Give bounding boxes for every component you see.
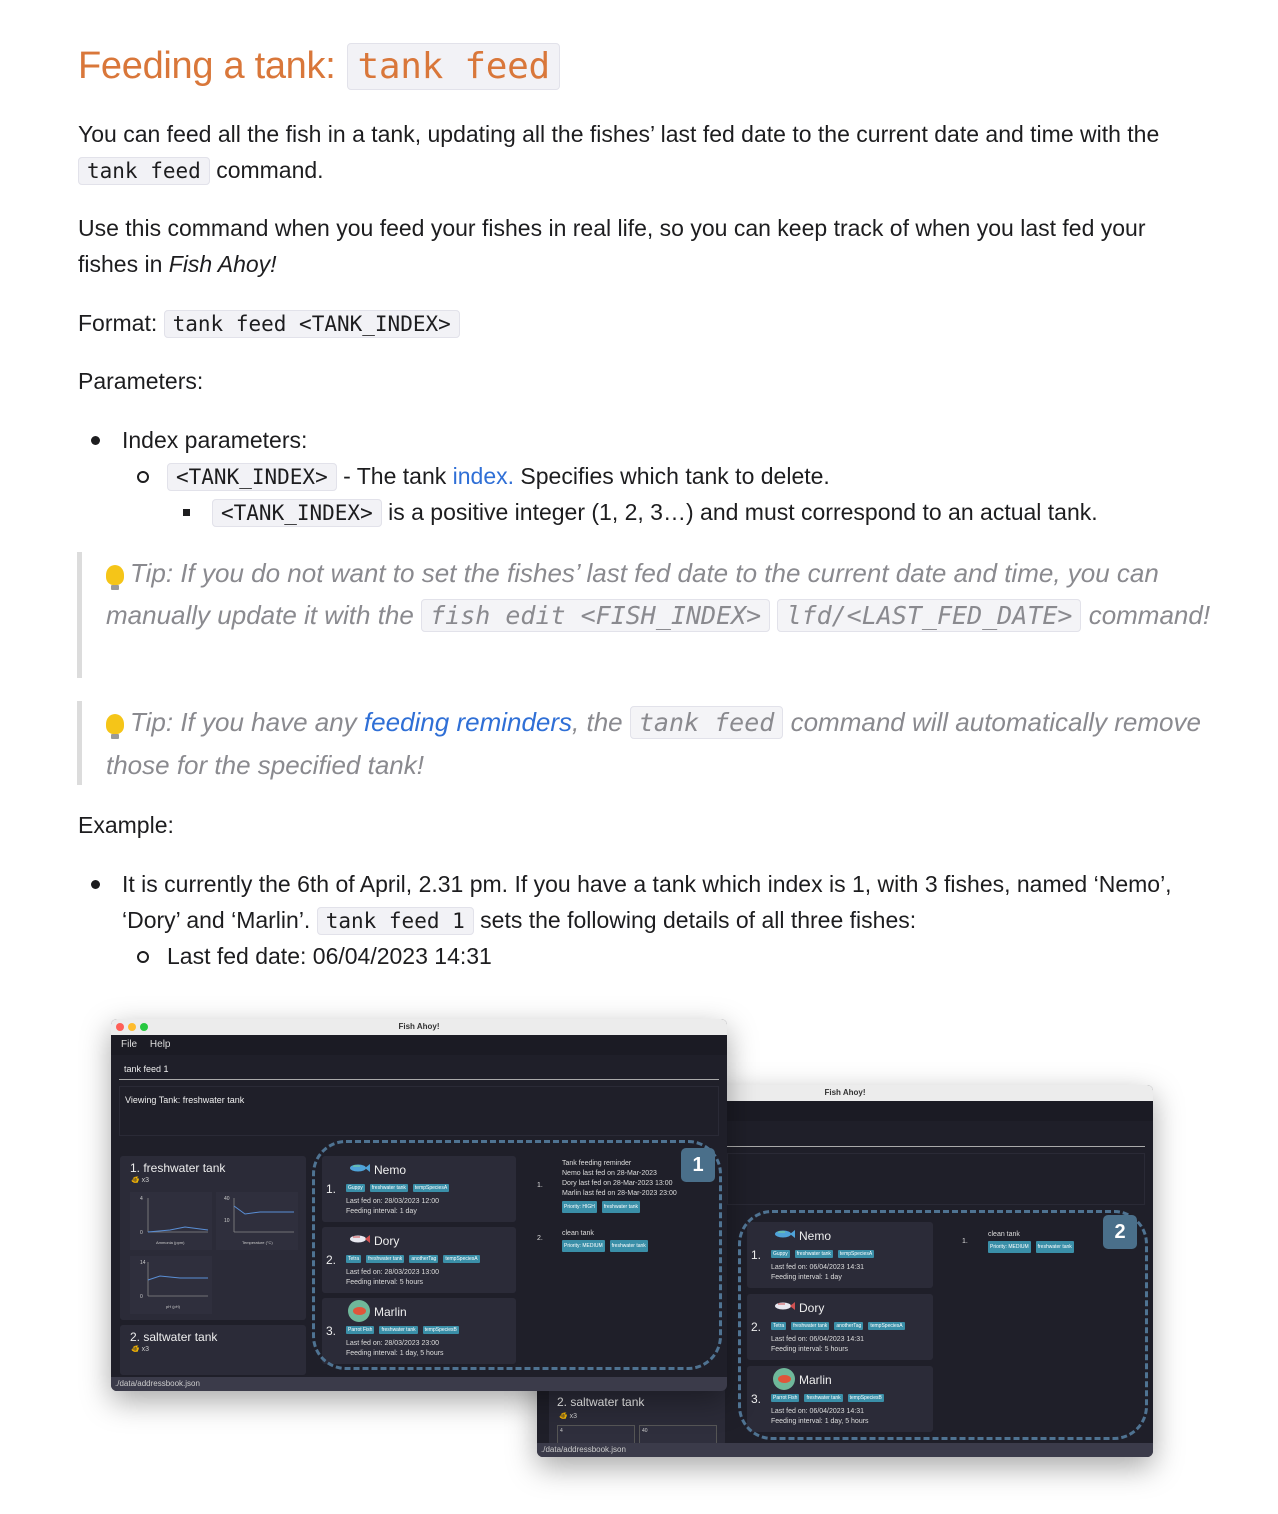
tip1-text: Tip: If you do not want to set the fishes’ last fed date to the current date and time, you can manually update it with the (106, 558, 1159, 630)
format-line (78, 305, 1198, 342)
example-code: tank feed 1 (317, 907, 474, 935)
y-tick: 0 (140, 1294, 143, 1300)
tag: tempSpeciesA (414, 1185, 448, 1191)
bullet-circle (137, 951, 149, 963)
tag: Tetra (773, 1323, 785, 1329)
reminder-index: 1. (962, 1238, 968, 1245)
bullet-dot (91, 880, 100, 889)
status-footer: ./data/addressbook.json (111, 1377, 727, 1391)
feeding-interval: Feeding interval: 1 day, 5 hours (346, 1350, 444, 1357)
tag: tempSpeciesB (849, 1395, 882, 1401)
status-footer: ./data/addressbook.json (537, 1443, 1153, 1457)
tip1-text-end: command! (1088, 600, 1211, 630)
tip2-text-mid: , the (572, 707, 623, 737)
example-text-end: sets the following details of all three fishes: (480, 907, 917, 933)
lightbulb-icon (106, 565, 124, 585)
tag: Tetra (348, 1256, 360, 1262)
y-tick: 0 (140, 1230, 143, 1236)
y-tick: 10 (224, 1218, 230, 1224)
callout-badge-2: 2 (1103, 1215, 1137, 1249)
tag: freshwater tank (610, 1240, 648, 1252)
tag: Guppy (773, 1251, 788, 1257)
detail-text: is a positive integer (1, 2, 3…) and must correspond to an actual tank. (388, 499, 1098, 525)
param-detail (212, 494, 1098, 531)
tag: Priority: MEDIUM (988, 1241, 1031, 1253)
tag: tempSpeciesA (870, 1323, 903, 1329)
tag: tempSpeciesA (445, 1256, 478, 1262)
last-fed: Last fed on: 06/04/2023 14:31 (771, 1264, 865, 1271)
menubar (111, 1035, 727, 1055)
last-fed: Last fed on: 28/03/2023 12:00 (346, 1198, 440, 1205)
minimize-button[interactable] (128, 1023, 136, 1031)
menu-help[interactable]: Help (149, 1039, 171, 1050)
tank-card-saltwater[interactable] (120, 1325, 306, 1375)
fish-count: 🐠 x3 (131, 1346, 150, 1353)
tag: freshwater tank (602, 1201, 640, 1213)
feeding-interval: Feeding interval: 5 hours (771, 1346, 849, 1353)
highlight-outline-2 (738, 1210, 1148, 1440)
last-fed: Last fed on: 06/04/2023 14:31 (771, 1336, 865, 1343)
fish-count: 🐠 x3 (559, 1413, 578, 1420)
heading-text: Feeding a tank: (78, 44, 336, 87)
tip-box-manual-update (77, 552, 1216, 678)
result-box (727, 1153, 1145, 1205)
usage-paragraph (78, 210, 1198, 282)
tank-index-code: <TANK_INDEX> (167, 463, 337, 491)
feeding-interval: Feeding interval: 5 hours (346, 1279, 424, 1286)
bullet-square (183, 509, 190, 516)
y-tick: 14 (140, 1260, 146, 1266)
tip2-text: Tip: If you have any (130, 707, 357, 737)
fish-name: Dory (374, 1234, 400, 1248)
reminder-index: 1. (537, 1182, 543, 1189)
reminder-index: 2. (537, 1235, 543, 1242)
intro-text-end: command. (216, 157, 324, 183)
tag: freshwater tank (1036, 1241, 1074, 1253)
tank-name: 2. saltwater tank (130, 1330, 218, 1344)
callout-badge-1: 1 (681, 1148, 715, 1182)
fish-index: 2. (326, 1253, 337, 1267)
reminder-title: Tank feeding reminder (562, 1160, 632, 1167)
highlight-outline-1 (312, 1140, 722, 1370)
fish-index: 1. (751, 1248, 762, 1262)
result-display: Viewing Tank: freshwater tank (119, 1086, 719, 1136)
fish-name: Dory (799, 1301, 825, 1315)
detail-code: <TANK_INDEX> (212, 499, 382, 527)
tag: freshwater tank (371, 1185, 406, 1191)
reminder-line: Dory last fed on 28-Mar-2023 13:00 (562, 1180, 673, 1187)
window-title: Fish Ahoy! (824, 1088, 866, 1097)
format-label: Format: (78, 310, 158, 336)
tag: anotherTag (411, 1256, 437, 1262)
param-tank-index (167, 458, 830, 495)
tag: freshwater tank (368, 1256, 403, 1262)
tank-card-saltwater[interactable] (549, 1385, 725, 1445)
bullet-dot (91, 436, 100, 445)
fish-name: Marlin (799, 1373, 832, 1387)
close-button[interactable] (116, 1023, 124, 1031)
y-tick: 4 (560, 1428, 563, 1434)
example-label: Example: (78, 812, 174, 838)
format-code: tank feed <TANK_INDEX> (164, 310, 460, 338)
usage-text: Use this command when you feed your fishes in real life, so you can keep track of when you last fed your fishes in (78, 215, 1146, 277)
fish-name: Nemo (374, 1163, 407, 1177)
tank-name: 2. saltwater tank (557, 1395, 645, 1409)
heading-code: tank feed (347, 43, 559, 90)
reminder-title: clean tank (562, 1230, 594, 1237)
example-text (122, 866, 1202, 939)
chart-label: Temperature (°C) (242, 1240, 273, 1245)
tank-name: 1. freshwater tank (130, 1161, 226, 1175)
tag: anotherTag (836, 1323, 862, 1329)
section-heading (78, 40, 1208, 92)
bullet-circle (137, 471, 149, 483)
tank-charts (130, 1192, 306, 1318)
intro-paragraph (78, 116, 1198, 189)
tip2-text-end: command will automatically remove those for the specified tank! (106, 707, 1201, 780)
intro-text: You can feed all the fish in a tank, updating all the fishes’ last fed date to the current date and time with the (78, 121, 1160, 147)
tank-index-pre: - The tank (343, 463, 447, 489)
tag: freshwater tank (381, 1327, 416, 1333)
reminder-title: clean tank (988, 1231, 1020, 1238)
chart-label: pH (pH) (166, 1304, 181, 1309)
tag: freshwater tank (806, 1395, 841, 1401)
chart-label: Ammonia (ppm) (156, 1240, 185, 1245)
y-tick: 40 (642, 1428, 648, 1434)
window-title: Fish Ahoy! (398, 1022, 440, 1031)
fish-index: 3. (751, 1392, 762, 1406)
fish-index: 3. (326, 1324, 337, 1338)
fish-name: Nemo (799, 1229, 832, 1243)
tip2-code: tank feed (630, 706, 783, 739)
fish-count: 🐠 x3 (131, 1177, 150, 1184)
feeding-interval: Feeding interval: 1 day (771, 1274, 842, 1281)
tag: Parrot Fish (773, 1395, 798, 1401)
feeding-interval: Feeding interval: 1 day (346, 1208, 417, 1215)
last-fed: Last fed on: 28/03/2023 23:00 (346, 1340, 440, 1347)
tip-box-reminders (77, 701, 1216, 785)
index-link[interactable]: index. (452, 463, 515, 489)
command-box[interactable] (727, 1126, 1145, 1147)
fish-name: Marlin (374, 1305, 407, 1319)
tag: tempSpeciesA (839, 1251, 873, 1257)
example-sub: Last fed date: 06/04/2023 14:31 (167, 943, 492, 969)
tip1-code-fish-edit: fish edit <FISH_INDEX> (421, 599, 770, 632)
reminder-line: Marlin last fed on 28-Mar-2023 23:00 (562, 1190, 677, 1197)
doc-section (78, 40, 1208, 92)
last-fed: Last fed on: 06/04/2023 14:31 (771, 1408, 865, 1415)
menu-file[interactable]: File (121, 1039, 138, 1050)
tag: Priority: MEDIUM (562, 1240, 605, 1252)
fish-index: 1. (326, 1182, 337, 1196)
last-fed: Last fed on: 28/03/2023 13:00 (346, 1269, 440, 1276)
parameters-label: Parameters: (78, 368, 204, 394)
window-titlebar (111, 1019, 727, 1035)
lightbulb-icon (106, 714, 124, 734)
y-tick: 40 (224, 1196, 230, 1202)
tag: freshwater tank (796, 1251, 831, 1257)
zoom-button[interactable] (140, 1023, 148, 1031)
command-input[interactable]: tank feed 1 (119, 1059, 719, 1080)
tank-index-post: Specifies which tank to delete. (520, 463, 830, 489)
y-tick: 4 (140, 1196, 143, 1202)
tag: freshwater tank (793, 1323, 828, 1329)
feeding-interval: Feeding interval: 1 day, 5 hours (771, 1418, 869, 1425)
reminder-line: Nemo last fed on 28-Mar-2023 (562, 1170, 657, 1177)
feeding-reminders-link[interactable]: feeding reminders (363, 707, 573, 737)
tip1-code-lfd: lfd/<LAST_FED_DATE> (777, 599, 1081, 632)
intro-code: tank feed (78, 157, 210, 185)
tag: Guppy (348, 1185, 363, 1191)
tank-card-freshwater[interactable] (120, 1156, 306, 1320)
example-text-start: It is currently the 6th of April, 2.31 pm. If you have a tank which index is 1, with 3 fishes, named ‘Nemo’, ‘Dory’ and ‘Marlin’. (122, 871, 1172, 933)
app-name: Fish Ahoy! (168, 251, 277, 277)
param-group: Index parameters: (122, 427, 308, 453)
tag: Priority: HIGH (562, 1201, 597, 1213)
tag: Parrot Fish (348, 1327, 373, 1333)
tag: tempSpeciesB (424, 1327, 457, 1333)
fish-index: 2. (751, 1320, 762, 1334)
